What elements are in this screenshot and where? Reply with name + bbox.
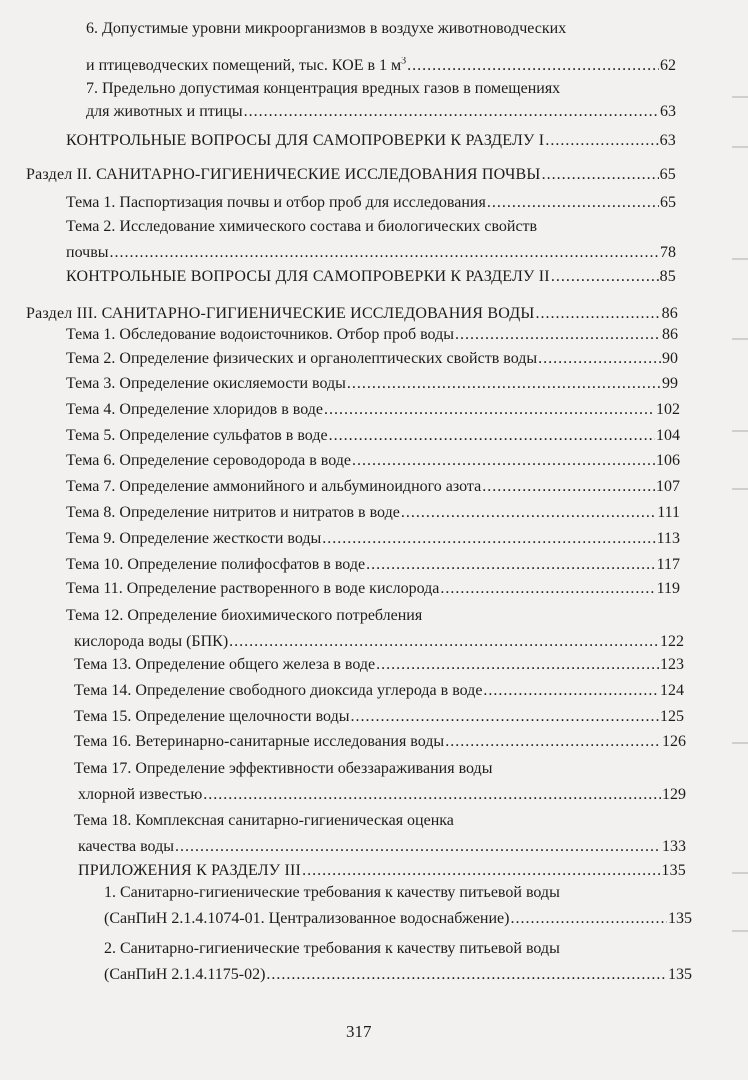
toc-entry-text: Тема 18. Комплексная санитарно-гигиеническая оценка bbox=[74, 812, 454, 829]
toc-page-number: 63 bbox=[660, 103, 676, 120]
toc-entry-water-topic-4 bbox=[66, 401, 680, 419]
toc-entry-text: Тема 14. Определение свободного диоксида углерода в воде bbox=[74, 682, 483, 699]
leader-dots bbox=[483, 682, 659, 700]
toc-page-number: 62 bbox=[660, 57, 676, 74]
toc-entry-text: качества воды bbox=[78, 838, 174, 855]
toc-entry-water-topic-14 bbox=[74, 682, 684, 700]
toc-page-number: 85 bbox=[659, 268, 676, 285]
toc-page-number: 126 bbox=[662, 733, 686, 750]
toc-entry-text: Тема 1. Паспортизация почвы и отбор проб для исследования bbox=[66, 194, 486, 211]
leader-dots bbox=[350, 708, 659, 726]
toc-entry-water-topic-12 bbox=[66, 607, 684, 651]
toc-page-number: 133 bbox=[662, 838, 686, 855]
toc-entry-text: 6. Допустимые уровни микроорганизмов в воздухе животноводческих bbox=[86, 20, 567, 37]
toc-entry-soil-topic-1 bbox=[66, 194, 676, 212]
toc-page-number: 135 bbox=[661, 862, 686, 879]
toc-entry-text: Тема 4. Определение хлоридов в воде bbox=[66, 401, 323, 418]
leader-dots bbox=[203, 786, 661, 804]
show-through-mark bbox=[732, 742, 748, 744]
leader-dots bbox=[324, 401, 655, 419]
toc-entry-water-topic-9 bbox=[66, 530, 680, 548]
toc-entry-soil-topic-2 bbox=[66, 218, 676, 262]
show-through-mark bbox=[732, 930, 748, 932]
toc-page-number: 65 bbox=[660, 194, 676, 211]
show-through-mark bbox=[732, 146, 748, 148]
toc-entry-text: Тема 15. Определение щелочности воды bbox=[74, 708, 350, 725]
toc-entry-appendix-6 bbox=[86, 20, 676, 75]
toc-entry-appendices-3 bbox=[78, 862, 686, 880]
toc-page-number: 124 bbox=[660, 682, 684, 699]
toc-entry-appendix-3-1 bbox=[104, 884, 692, 928]
toc-entry-text: кислорода воды (БПК) bbox=[74, 633, 229, 650]
show-through-mark bbox=[732, 430, 748, 432]
toc-page-number: 63 bbox=[659, 132, 676, 149]
leader-dots bbox=[376, 656, 659, 674]
toc-entry-text: КОНТРОЛЬНЫЕ ВОПРОСЫ ДЛЯ САМОПРОВЕРКИ К РАЗДЕЛУ I bbox=[66, 132, 545, 149]
toc-entry-text: хлорной известью bbox=[78, 786, 203, 803]
toc-page-number: 86 bbox=[662, 326, 678, 343]
toc-entry-water-topic-3 bbox=[66, 375, 678, 393]
toc-entry-questions-1 bbox=[66, 132, 676, 150]
toc-entry-text: Тема 16. Ветеринарно-санитарные исследования воды bbox=[74, 733, 445, 750]
leader-dots bbox=[487, 194, 659, 212]
toc-entry-text: Тема 11. Определение растворенного в воде кислорода bbox=[66, 580, 440, 597]
toc-entry-text: Тема 17. Определение эффективности обеззараживания воды bbox=[74, 760, 493, 777]
leader-dots bbox=[551, 268, 659, 286]
toc-entry-water-topic-1 bbox=[66, 326, 678, 344]
show-through-mark bbox=[732, 338, 748, 340]
toc-page-number: 117 bbox=[656, 556, 680, 573]
show-through-mark bbox=[732, 488, 748, 490]
superscript: 3 bbox=[401, 57, 407, 67]
toc-entry-text: Тема 10. Определение полифосфатов в воде bbox=[66, 556, 366, 573]
leader-dots bbox=[110, 244, 660, 262]
toc-entry-water-topic-10 bbox=[66, 556, 680, 574]
toc-entry-text: Тема 13. Определение общего железа в воде bbox=[74, 656, 376, 673]
toc-page-number: 106 bbox=[656, 452, 680, 469]
page-number: 317 bbox=[346, 1022, 372, 1041]
toc-entry-text: Тема 7. Определение аммонийного и альбуминоидного азота bbox=[66, 478, 482, 495]
leader-dots bbox=[510, 910, 667, 928]
toc-page-number: 135 bbox=[668, 966, 692, 983]
leader-dots bbox=[322, 530, 655, 548]
toc-page-number: 102 bbox=[656, 401, 680, 418]
leader-dots bbox=[347, 375, 661, 393]
toc-entry-text: 1. Санитарно-гигиенические требования к качеству питьевой воды bbox=[104, 884, 560, 901]
toc-entry-text: Тема 9. Определение жесткости воды bbox=[66, 530, 322, 547]
leader-dots bbox=[445, 733, 661, 751]
toc-entry-water-topic-2 bbox=[66, 350, 678, 368]
toc-entry-text: 2. Санитарно-гигиенические требования к качеству питьевой воды bbox=[104, 940, 560, 957]
toc-page-number: 65 bbox=[659, 166, 676, 183]
toc-page-number: 107 bbox=[656, 478, 680, 495]
toc-page-number: 86 bbox=[661, 305, 678, 322]
leader-dots bbox=[401, 504, 656, 522]
leader-dots bbox=[545, 132, 658, 150]
toc-entry-text: Раздел II. САНИТАРНО-ГИГИЕНИЧЕСКИЕ ИССЛЕДОВАНИЯ ПОЧВЫ bbox=[26, 166, 541, 183]
leader-dots bbox=[455, 326, 661, 344]
leader-dots bbox=[542, 166, 659, 184]
toc-entry-text: (СанПиН 2.1.4.1175-02) bbox=[104, 966, 266, 983]
leader-dots bbox=[482, 478, 655, 496]
leader-dots bbox=[302, 862, 660, 880]
toc-page-number: 111 bbox=[657, 504, 680, 521]
toc-entry-water-topic-17 bbox=[74, 760, 686, 804]
toc-entry-appendix-7 bbox=[86, 80, 676, 121]
leader-dots bbox=[175, 838, 661, 856]
leader-dots bbox=[366, 556, 656, 574]
show-through-mark bbox=[732, 96, 748, 98]
toc-entry-text: Тема 3. Определение окисляемости воды bbox=[66, 375, 346, 392]
toc-page-number: 129 bbox=[662, 786, 686, 803]
toc-entry-text: Тема 12. Определение биохимического потребления bbox=[66, 607, 423, 624]
toc-entry-water-topic-13 bbox=[74, 656, 684, 674]
toc-entry-text: 7. Предельно допустимая концентрация вредных газов в помещениях bbox=[86, 80, 561, 97]
toc-entry-water-topic-6 bbox=[66, 452, 680, 470]
toc-entry-water-topic-16 bbox=[74, 733, 686, 751]
toc-entry-water-topic-15 bbox=[74, 708, 684, 726]
toc-page-number: 90 bbox=[662, 350, 678, 367]
toc-entry-text: Тема 1. Обследование водоисточников. Отбор проб воды bbox=[66, 326, 454, 343]
toc-entry-text: КОНТРОЛЬНЫЕ ВОПРОСЫ ДЛЯ САМОПРОВЕРКИ К РАЗДЕЛУ II bbox=[66, 268, 550, 285]
toc-entry-text: Тема 2. Определение физических и органолептических свойств воды bbox=[66, 350, 538, 367]
toc-entry-text: Раздел III. САНИТАРНО-ГИГИЕНИЧЕСКИЕ ИССЛЕДОВАНИЯ ВОДЫ bbox=[26, 305, 535, 322]
leader-dots bbox=[352, 452, 655, 470]
toc-entry-water-topic-11 bbox=[66, 580, 680, 598]
toc-entry-section-2 bbox=[26, 166, 676, 184]
leader-dots bbox=[407, 57, 659, 75]
toc-entry-appendix-3-2 bbox=[104, 940, 692, 984]
toc-entry-water-topic-7 bbox=[66, 478, 680, 496]
toc-entry-text: (СанПиН 2.1.4.1074-01. Централизованное водоснабжение) bbox=[104, 910, 510, 927]
toc-page-number: 113 bbox=[656, 530, 680, 547]
leader-dots bbox=[535, 305, 660, 323]
toc-page-number: 78 bbox=[660, 244, 676, 261]
toc-entry-text: Тема 2. Исследование химического состава и биологических свойств bbox=[66, 218, 538, 235]
toc-page-number: 119 bbox=[656, 580, 680, 597]
toc-entry-text: ПРИЛОЖЕНИЯ К РАЗДЕЛУ III bbox=[78, 862, 302, 879]
toc-entry-water-topic-18 bbox=[74, 812, 686, 856]
show-through-mark bbox=[732, 872, 748, 874]
toc-entry-section-3 bbox=[26, 305, 678, 323]
leader-dots bbox=[244, 103, 659, 121]
toc-page-number: 99 bbox=[662, 375, 678, 392]
toc-page-number: 125 bbox=[660, 708, 684, 725]
toc-entry-text: почвы bbox=[66, 244, 109, 261]
toc-page-number: 104 bbox=[656, 427, 680, 444]
toc-entry-text: для животных и птицы bbox=[86, 103, 243, 120]
leader-dots bbox=[440, 580, 655, 598]
toc-page-number: 123 bbox=[660, 656, 684, 673]
toc-entry-questions-2 bbox=[66, 268, 676, 286]
toc-entry-text: Тема 5. Определение сульфатов в воде bbox=[66, 427, 328, 444]
leader-dots bbox=[329, 427, 655, 445]
leader-dots bbox=[266, 966, 667, 984]
show-through-mark bbox=[732, 258, 748, 260]
toc-page-number: 135 bbox=[668, 910, 692, 927]
toc-entry-text: Тема 8. Определение нитритов и нитратов в воде bbox=[66, 504, 400, 521]
leader-dots bbox=[229, 633, 659, 651]
toc-entry-text: Тема 6. Определение сероводорода в воде bbox=[66, 452, 352, 469]
leader-dots bbox=[538, 350, 661, 368]
toc-entry-text: и птицеводческих помещений, тыс. КОЕ в 1 $м^3$ bbox=[86, 57, 407, 74]
toc-entry-water-topic-5 bbox=[66, 427, 680, 445]
toc-entry-water-topic-8 bbox=[66, 504, 680, 522]
toc-page-number: 122 bbox=[660, 633, 684, 650]
